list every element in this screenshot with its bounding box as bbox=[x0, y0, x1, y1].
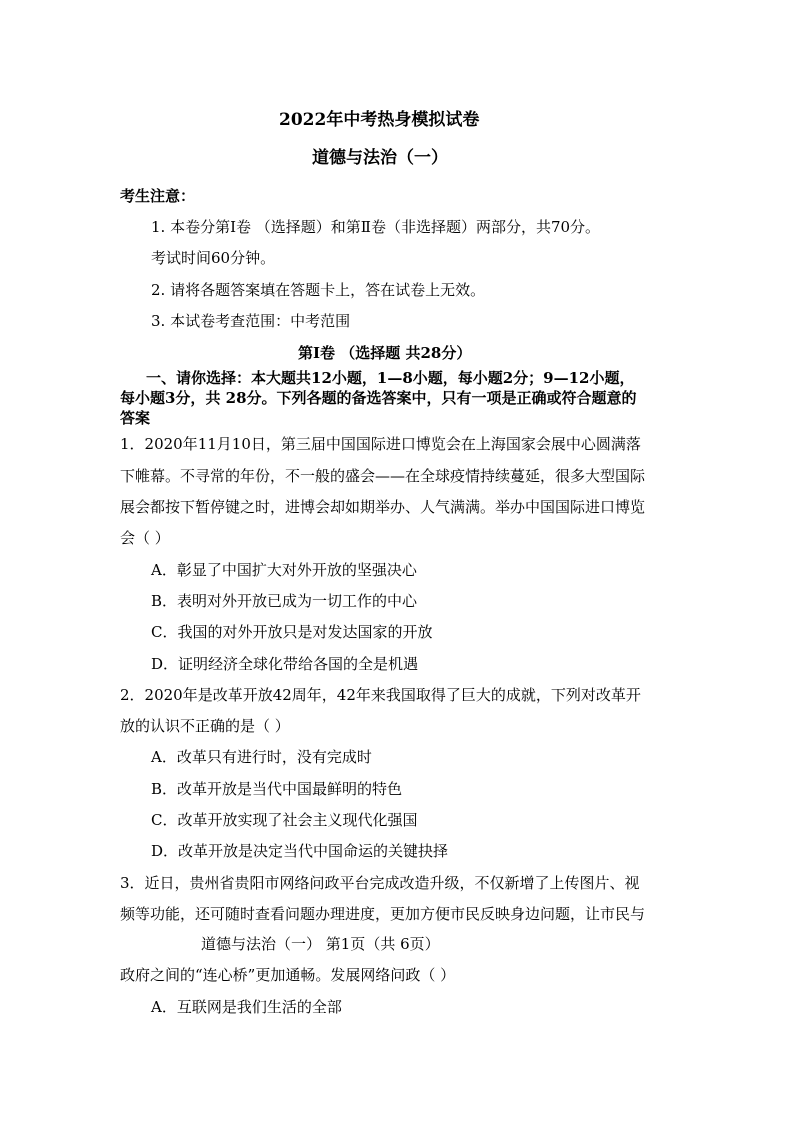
question-1-option-a: A．彰显了中国扩大对外开放的坚强决心 bbox=[151, 561, 417, 579]
exam-title: 2022年中考热身模拟试卷 bbox=[279, 110, 480, 130]
question-1-text: 1．2020年11月10日，第三届中国国际进口博览会在上海国家会展中心圆满落 bbox=[120, 435, 641, 453]
question-3-continuation: 政府之间的“连心桥”更加通畅。发展网络问政（ ） bbox=[120, 966, 456, 984]
question-2-option-c: C．改革开放实现了社会主义现代化强国 bbox=[151, 811, 418, 829]
notice-heading: 考生注意： bbox=[120, 187, 196, 205]
question-3-text: 频等功能，还可随时查看问题办理进度，更加方便市民反映身边问题，让市民与 bbox=[120, 905, 646, 923]
section-instructions: 每小题3分，共 28分。下列各题的备选答案中，只有一项是正确或符合题意的 bbox=[120, 389, 637, 407]
section-instructions: 答案 bbox=[120, 409, 151, 427]
question-3-option-a: A．互联网是我们生活的全部 bbox=[151, 998, 342, 1016]
question-1-option-b: B．表明对外开放已成为一切工作的中心 bbox=[151, 592, 418, 610]
question-3-text: 3．近日，贵州省贵阳市网络问政平台完成改造升级，不仅新增了上传图片、视 bbox=[120, 874, 640, 892]
notice-item: 2. 请将各题答案填在答题卡上，答在试卷上无效。 bbox=[151, 281, 486, 299]
notice-item: 3. 本试卷考查范围：中考范围 bbox=[151, 312, 351, 330]
page-footer: 道德与法治（一） 第1页（共 6页） bbox=[201, 935, 440, 953]
notice-item: 1. 本卷分第Ⅰ卷 （选择题）和第Ⅱ卷（非选择题）两部分，共70分。 bbox=[151, 218, 601, 236]
question-2-option-d: D．改革开放是决定当代中国命运的关键抉择 bbox=[151, 842, 449, 860]
question-2-text: 放的认识不正确的是（ ） bbox=[120, 717, 290, 735]
section-instructions: 一、请你选择：本大题共12小题，1—8小题，每小题2分；9—12小题， bbox=[146, 369, 635, 387]
section-heading: 第Ⅰ卷 （选择题 共28分） bbox=[298, 344, 472, 362]
question-1-text: 会（ ） bbox=[120, 529, 170, 547]
question-1-text: 下帷幕。不寻常的年份，不一般的盛会——在全球疫情持续蔓延，很多大型国际 bbox=[120, 467, 646, 485]
question-2-option-b: B．改革开放是当代中国最鲜明的特色 bbox=[151, 780, 403, 798]
question-1-option-c: C．我国的对外开放只是对发达国家的开放 bbox=[151, 623, 433, 641]
question-1-option-d: D．证明经济全球化带给各国的全是机遇 bbox=[151, 655, 419, 673]
question-2-text: 2．2020年是改革开放42周年，42年来我国取得了巨大的成就，下列对改革开 bbox=[120, 686, 641, 704]
exam-subtitle: 道德与法治（一） bbox=[312, 148, 448, 168]
question-2-option-a: A．改革只有进行时，没有完成时 bbox=[151, 748, 372, 766]
notice-item: 考试时间60分钟。 bbox=[151, 249, 276, 267]
question-1-text: 展会都按下暂停键之时，进博会却如期举办、人气满满。举办中国国际进口博览 bbox=[120, 498, 646, 516]
